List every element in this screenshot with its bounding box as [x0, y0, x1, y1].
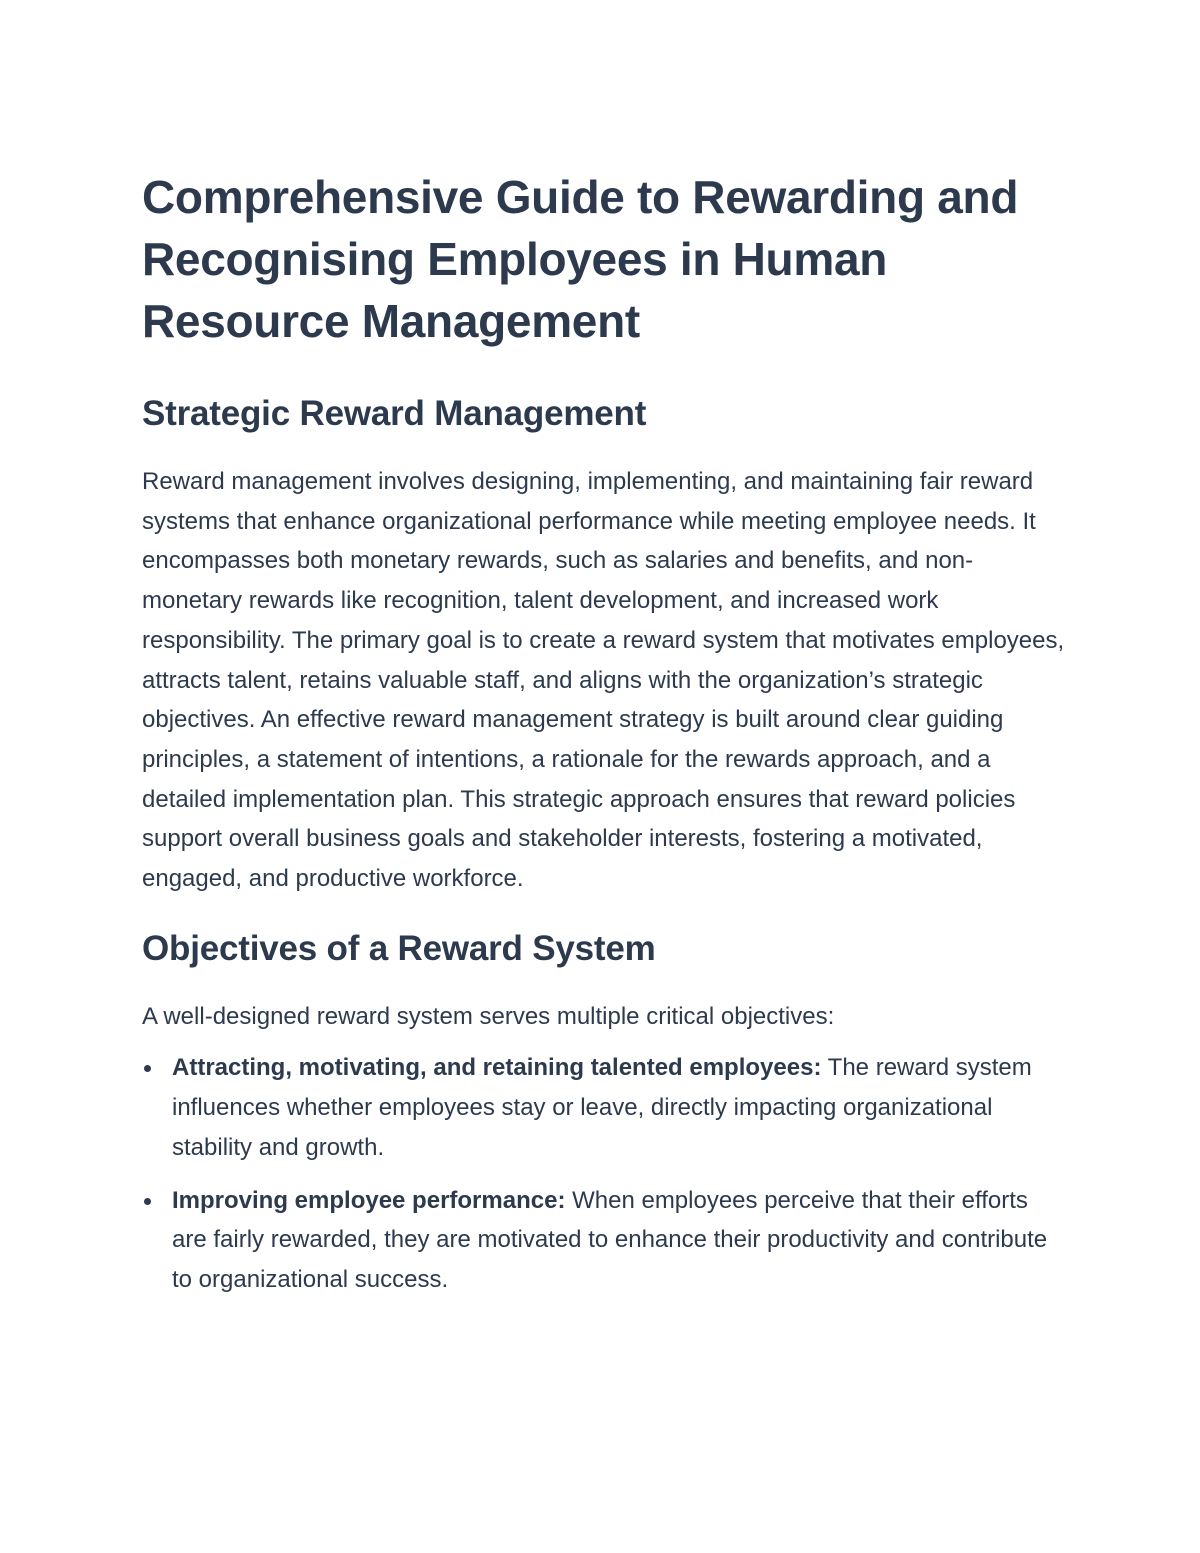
document-title: Comprehensive Guide to Rewarding and Recognising Employees in Human Resource Management	[142, 171, 1019, 347]
bullet-text: When employees perceive that their efforts are fairly rewarded, they are motivated to enhance their productivity and contribute to organizational success.	[172, 1186, 1048, 1293]
objectives-bullet-list	[142, 1048, 1067, 1299]
list-item	[142, 1181, 1067, 1300]
document-page	[142, 166, 1067, 1313]
section-heading-objectives: Objectives of a Reward System	[142, 928, 656, 968]
bullet-dot-icon	[144, 1198, 151, 1205]
bullet-dot-icon	[144, 1065, 151, 1072]
bullet-term: Improving employee performance:	[172, 1186, 566, 1214]
section-heading-strategic-reward-management: Strategic Reward Management	[142, 394, 647, 433]
strategic-reward-paragraph: Reward management involves designing, implementing, and maintaining fair reward systems that enhance organizational performance while meeting employee needs. It encompasses both monetary rewards, such as salaries and benefits, and non-monetary rewards like recognition, talent development, and increased work responsibility. The primary goal is to create a reward system that motivates employees, attracts talent, retains valuable staff, and aligns with the organization’s strategic objectives. An effective reward management strategy is built around clear guiding principles, a statement of intentions, a rationale for the rewards approach, and a detailed implementation plan. This strategic approach ensures that reward policies support overall business goals and stakeholder interests, fostering a motivated, engaged, and productive workforce.	[142, 468, 1065, 893]
bullet-text: The reward system influences whether employees stay or leave, directly impacting organizational stability and growth.	[172, 1054, 1032, 1161]
objectives-intro-paragraph: A well-designed reward system serves multiple critical objectives:	[142, 1002, 835, 1030]
list-item	[142, 1048, 1067, 1167]
bullet-term: Attracting, motivating, and retaining talented employees:	[172, 1054, 822, 1082]
